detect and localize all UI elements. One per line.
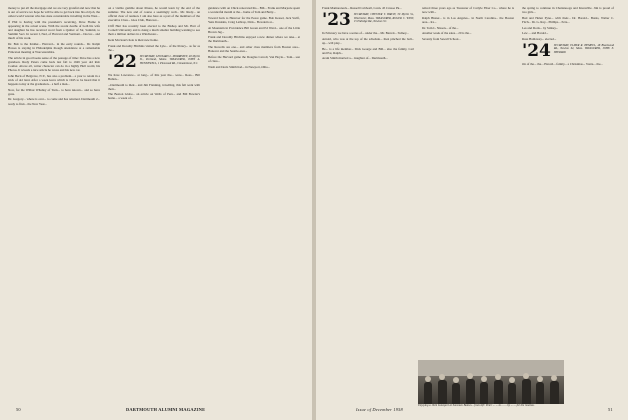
paragraph: Frank and Dorothy Hitchins enjoyed a new dinner where we take... at the Dartmouth... [208,35,300,44]
paragraph: John Beck of Belgrave, N.Y., has also a problem... a year to retain in a stick of old land. After a week leave which is 1945 to be heard that it happens today at the graduation... a half a man... [8,73,100,86]
magazine-title: DARTMOUTH ALUMNI MAGAZINE [126,407,206,412]
paragraph: Before the Harvard game the Douglas Carroll, Van Hoyle... Tom... son of class... [208,54,300,63]
paragraph: Les and Doris... by Sidney... [522,25,559,30]
class-heading-24 [522,41,614,62]
left-column-2 [108,6,200,396]
paragraph: Kent Mcclean's hole is their new home. [108,37,159,42]
person-figure [508,383,516,404]
page-number: 50 [16,407,21,412]
person-figure [494,380,503,404]
paragraph: He... is a life member... Dick George and Bill... also the family, Carl and Pat, Ralph... [322,46,414,55]
paragraph: Dr. Gregory... where is over... to come and has returned. Dartmouth 2... ready to find... the New Year... [8,97,100,106]
paragraph: Cliff Hart has recently been elected to the Bishop and Mr. Hart of Cornell University and is doing a much smaller building wanting to see their a million dollars in a Winchester... [108,23,200,37]
paragraph: ...Dartmouth to their... and Jim Flanning, travelling, this fall went with their... [108,82,200,91]
class-year: '23 [322,10,351,31]
paragraph: Toward back to Hanover for the Peace game. Bob Kessel, Jack Swift, Yens Dawkins, Craig Lathrop, Dick... Bowdoin at... [208,15,300,24]
person-figure [522,379,531,404]
paragraph: the spring to continue in Chattanooga and Knoxville. Jim is proud of two girls... [522,6,614,15]
paragraph: Arnold, who was at the top of the schedule... then pinched the ball... up... will play... [322,36,414,45]
paragraph: At Mountain in Providence Bill Green and Ed Ward... one of the Little Brown Jug... [208,25,300,34]
paragraph: Frank and Dorothy Hitchins visited the Lyle... of the library... as far as the... [108,43,200,52]
paragraph: money to put all the mortgage and we are very grateful and now that he is out of service we hope he will be able to get back into his old job, the oldest world veteran who has done considerable travelling in the West... [8,6,100,19]
paragraph: Another week of the sales... 20 is the... [422,31,472,36]
paragraph: Wash and Doris Smith had... in Newport, Ohio... [208,64,271,69]
page-gutter [312,0,316,420]
paragraph: The Rowells are one... and other class members from Boston area... Hanover and the Seattle-area... [208,45,300,54]
person-figure [536,382,544,404]
class-heading-22 [108,51,200,72]
paragraph: Aram Smith married a... daughter of... Dartmouth... [322,56,388,61]
class-year: '22 [108,51,137,72]
paragraph: If Phil is having with the president's receiving, Dave Flume is appearing in the actual scene. With the recent deaths of both his wife and daughter he has received word from a Quitter of Sir, Summit, to Summit Sect. In recent I, Ned, of Harvard and Vermont... Doctor... and much of his work. [8,19,100,41]
right-column-1 [322,6,414,396]
paragraph: retired three years ago as Treasurer of Carlyle Fiber Co... where he is now with... [422,6,514,15]
paragraph: Lew ... and Harold... [522,31,549,36]
paragraph: Dr. Bob is the Kidder... Harvard... in the early rounds... Dr. Ralph Hawes is staying in Philadelphia though attendance at a remarkable Princeton meeting at Worcestershire. [8,41,100,55]
paragraph: In February we have a series of... under the... Mr. Barrett... Sidney... [322,31,409,36]
left-column-3 [208,6,300,396]
paragraph: Seventy from Sewall School... [422,36,461,41]
person-figure [438,380,447,404]
person-figure [480,382,488,404]
paragraph: guidance with on Chick renovated his... Bill... Frank and Marjorie spent a wonderful month at the... home of Tom and Betty... [208,6,300,15]
class-officers: SECRETARY, CHESTER T. BIRCH, 39 Myrtle St., Winchester, Mass. TREASURER, ROGER C. WEST, 15 Eldredge Rd., Newton Ctr. [353,13,414,23]
right-column-3 [522,6,614,351]
paragraph: on a visible gamble about illness, he would learn by the end of the summer. The new and of course a seemingly well... Mr. Rudy... an official clear of reunion. I am also here as a part of the members of the executive Class... Glee Club, Hanover... [108,6,200,23]
paragraph: Dr. Tom L. Nissen... of the... [422,25,459,30]
paragraph: Ralph Bisner... is in Los Angeles... in North Carolina... the Boston area... Ira... [422,15,514,24]
class-officers: SECRETARY, ELMER R. HEMPEL, 48 Blackwood Rd., Newton 62, Mass. TREASURER, JOHN E. SHEPARD [553,44,614,54]
class-heading-23 [322,10,414,31]
paragraph: Now, for the Wilbur Whalley of Tuck... to have known... and so have gone. [8,87,100,96]
page-number: 51 [608,407,613,412]
paragraph: On of the... the... Harold... family... a Christmas... Vonta... the... [522,62,603,67]
class-year: '24 [522,41,551,62]
right-column-2 [422,6,514,351]
right-page [322,4,622,414]
person-figure [452,383,460,404]
person-figure [424,382,432,404]
class-officers: SECRETARY, LEONARD L. MORRISSEY, 48 Myrtle St., Portland, Maine. TREASURER, JOHN A. HUNNEWELL, 1 Pinewood Rd., Cinnaminson, N.J. [139,54,200,65]
reunion-photo [418,360,564,404]
person-figure [550,381,559,404]
photo-caption: Enjoying a 1924 homeport at Sunsmen Baines... from left: Peter ... ... to ... ... by ... ... for the reunion. [418,404,535,407]
person-figure [466,379,475,404]
issue-label: Issue of December 1958 [356,407,403,412]
left-column-1 [8,6,100,396]
paragraph: We have Lawrence... at long... of this year the... were... Ross... Bill Bullen... [108,72,200,81]
paragraph: Bud and Helen Pyne... with their... Dr. Harold... Burns, Walter C. Fitch... Dr. G. Ray... Phillips... Ezra... [522,15,614,24]
paragraph: Russ Hathaway... elected... [522,36,557,41]
left-page [8,4,308,414]
paragraph: Frank Mamaroneck... Russell Caldwell, Conn. 45 Crusoe Pk... [322,6,402,10]
paragraph: The article in good books sense of the passage of time: Dave has a new grandson. Rudy Peters came back last fall to 1949 year old Rob Coulter. Above all, writer character can do in a highly Hull world, his Photos. It reveals a nice article he wrote and his new car. [8,55,100,73]
paragraph: The Boston Globe... an article on Wells of Peru... and Bill Bowler's home... a week of... [108,92,200,101]
